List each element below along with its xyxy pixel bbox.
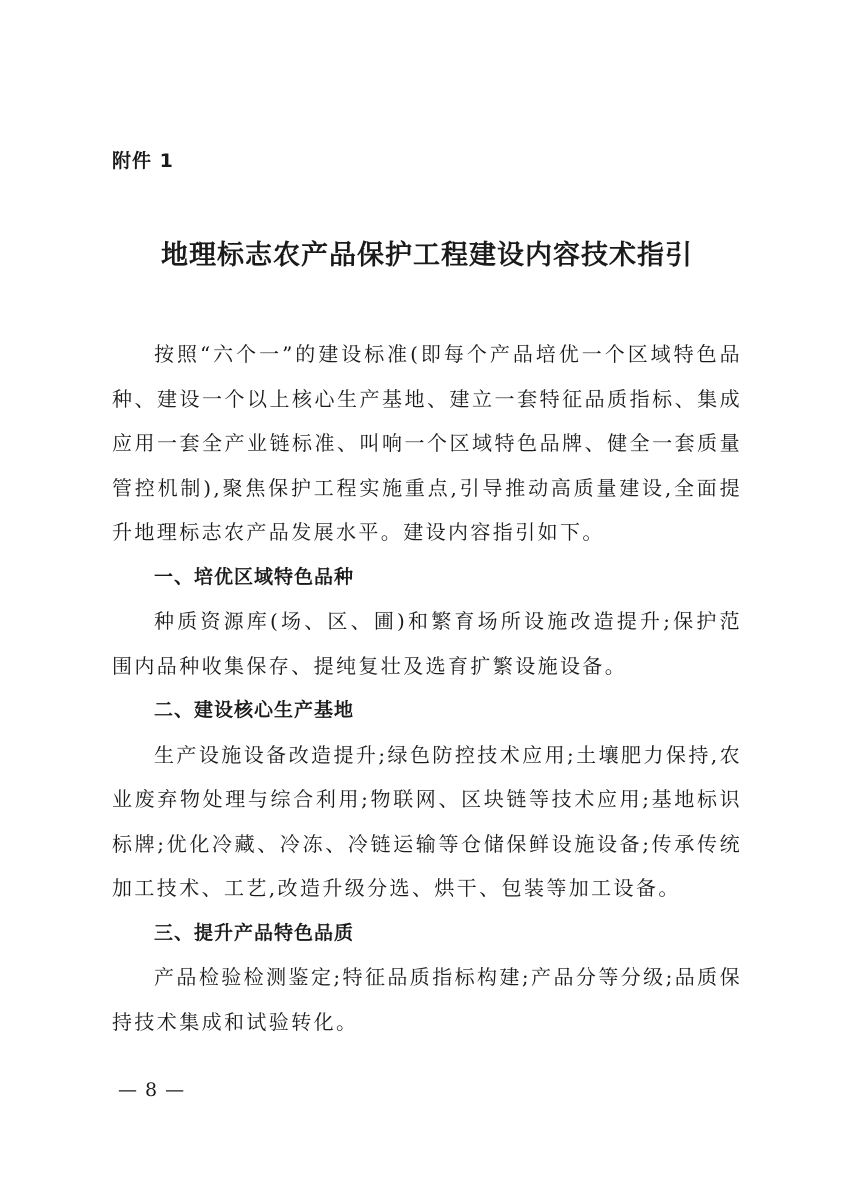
section-heading-2: 二、建设核心生产基地 [154,699,355,721]
document-body [112,332,742,1044]
section-body-3: 产品检验检测鉴定;特征品质指标构建;产品分等分级;品质保持技术集成和试验转化。 [112,965,742,1034]
attachment-label: 附件 1 [112,150,174,172]
section-body-1: 种质资源库(场、区、圃)和繁育场所设施改造提升;保护范围内品种收集保存、提纯复壮及选育扩繁设施设备。 [112,609,742,678]
section-heading-3: 三、提升产品特色品质 [154,921,355,944]
section-heading-1: 一、培优区域特色品种 [154,565,355,588]
page-number: — 8 — [118,1079,186,1101]
document-title: 地理标志农产品保护工程建设内容技术指引 [161,240,693,271]
section-body-2: 生产设施设备改造提升;绿色防控技术应用;土壤肥力保持,农业废弃物处理与综合利用;物联网、区块链等技术应用;基地标识标牌;优化冷藏、冷冻、冷链运输等仓储保鲜设施设备;传承传统加工技术、工艺,改造升级分选、烘干、包装等加工设备。 [112,742,742,900]
intro-paragraph: 按照“六个一”的建设标准(即每个产品培优一个区域特色品种、建设一个以上核心生产基地、建立一套特征品质指标、集成应用一套全产业链标准、叫响一个区域特色品牌、健全一套质量管控机制),聚焦保护工程实施重点,引导推动高质量建设,全面提升地理标志农产品发展水平。建设内容指引如下。 [112,342,742,544]
